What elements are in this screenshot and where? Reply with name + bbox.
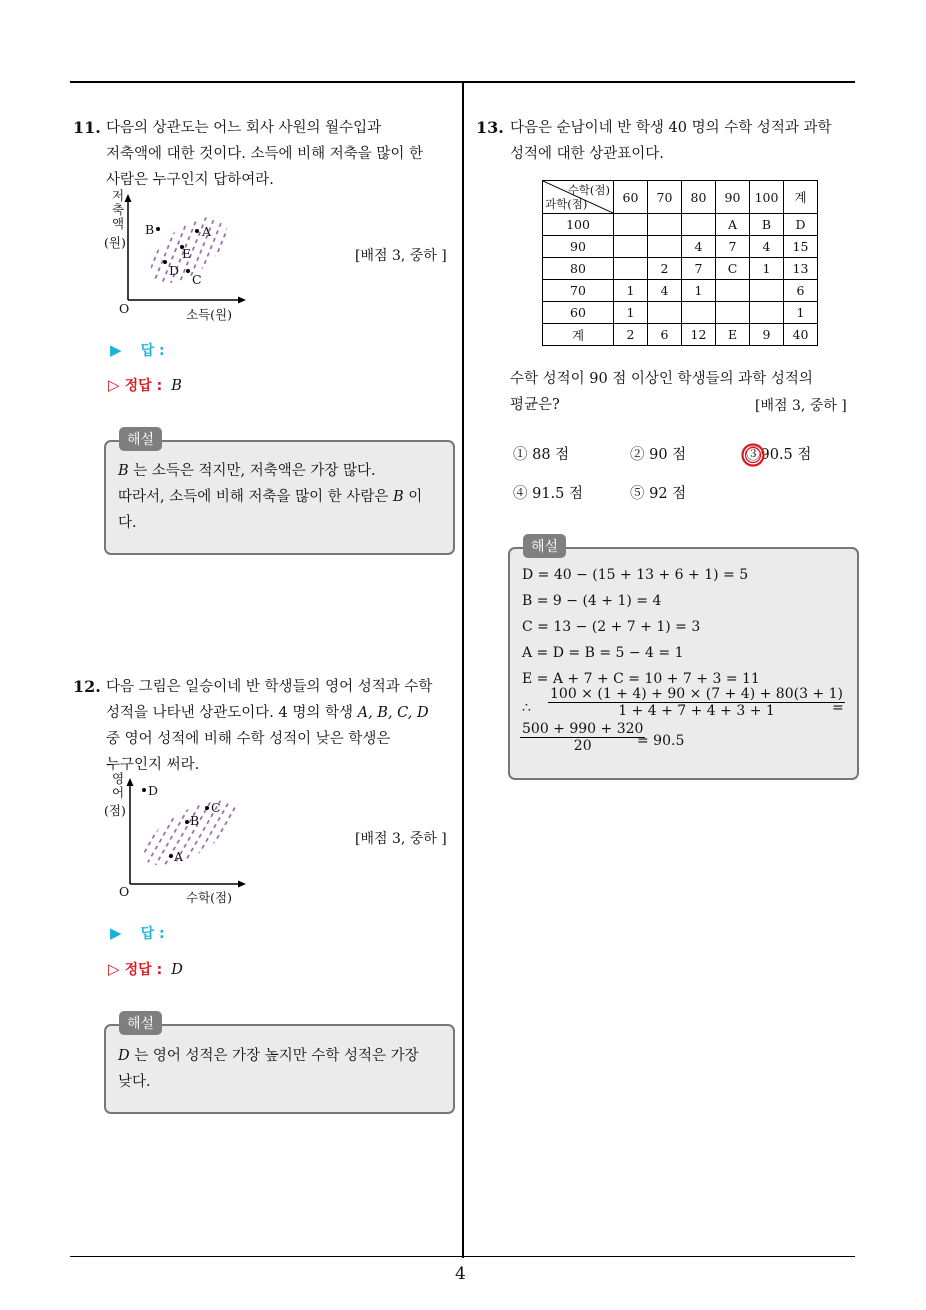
q12-explanation-box [104,1024,455,1114]
table-cell [750,302,784,324]
q12-text-line1: 다음 그림은 일승이네 반 학생들의 영어 성적과 수학 [106,679,433,695]
table-row [543,258,818,280]
hollow-triangle-icon: ▷ [108,376,120,394]
q12-label-b: B [190,813,200,828]
q11-point-a [195,229,199,233]
q11-label-d: D [169,263,180,278]
q11-label-c: C [192,272,202,287]
table-row-label: 70 [543,280,614,302]
q13-exp-equals: = [832,700,844,716]
table-cell: 1 [682,280,716,302]
q11-label-a: A [202,224,212,239]
q12-text-line4: 누구인지 써라. [106,757,200,773]
q12-x-axis-label: 수학(점) [186,890,232,905]
q12-label-a: A [174,849,184,864]
q11-x-axis-label: 소득(원) [186,307,232,322]
table-col-header: 60 [614,181,648,214]
q11-explanation-line1: B 는 소득은 적지만, 저축액은 가장 많다. [118,463,376,479]
q12-correct-label: 정답 : [124,962,163,978]
table-col-header: 80 [682,181,716,214]
play-triangle-icon: ▶ [110,341,122,359]
q12-explanation-tag: 해설 [119,1011,162,1035]
fraction2-numerator: 500 + 990 + 320 [522,721,644,737]
q13-exp-result: = 90.5 [637,733,685,749]
q11-score: [배점 3, 중하 ] [355,248,447,264]
table-cell: B [750,214,784,236]
page-number: 4 [455,1264,466,1284]
table-cell: 6 [648,324,682,346]
table-cell: 13 [784,258,818,280]
q13-exp-fraction2 [520,721,645,754]
q12-point-d [142,788,146,792]
fraction1-numerator: 100 × (1 + 4) + 90 × (7 + 4) + 80(3 + 1) [550,686,843,702]
table-cell: C [716,258,750,280]
q13-exp-line3: C = 13 − (2 + 7 + 1) = 3 [522,619,701,635]
table-cell [648,302,682,324]
table-cell: 1 [784,302,818,324]
q13-score: [배점 3, 중하 ] [755,398,847,414]
table-cell [614,258,648,280]
table-row [543,302,818,324]
q12-answer-row [110,923,165,943]
q11-correct-label: 정답 : [124,378,163,394]
q11-text-line2: 저축액에 대한 것이다. 소득에 비해 저축을 많이 한 [106,146,424,162]
table-corner-cell [543,181,614,214]
q12-correct-value: D [171,962,183,978]
table-cell: A [716,214,750,236]
q13-question-line2: 평균은? [510,397,560,413]
table-cell: 15 [784,236,818,258]
q11-label-b: B [145,222,155,237]
q13-text-line1: 다음은 순남이네 반 학생 40 명의 수학 성적과 과학 [510,120,832,136]
choice-3[interactable]: ③90.5 점 [746,447,812,463]
choice-1[interactable]: ① 88 점 [513,447,570,463]
q11-explanation-line3: 다. [118,515,137,531]
choice-4[interactable]: ④ 91.5 점 [513,486,584,502]
q12-score: [배점 3, 중하 ] [355,831,447,847]
fraction2-denominator: 20 [573,738,592,754]
q12-answer-label: 답 : [140,926,165,942]
table-row [543,236,818,258]
bottom-rule [70,1256,855,1257]
table-cell [614,236,648,258]
q13-question-line1: 수학 성적이 90 점 이상인 학생들의 과학 성적의 [510,371,813,387]
q12-explanation-line2: 낮다. [118,1074,151,1090]
table-cell: 7 [716,236,750,258]
q11-text-line3: 사람은 누구인지 답하여라. [106,172,274,188]
q12-text-line2: 성적을 나타낸 상관도이다. 4 명의 학생 A, B, C, D [106,705,429,721]
table-cell: 6 [784,280,818,302]
table-col-header: 70 [648,181,682,214]
table-row [543,214,818,236]
table-cell: 40 [784,324,818,346]
q13-explanation-tag: 해설 [523,534,566,558]
q11-explanation-tag: 해설 [119,427,162,451]
table-col-header: 계 [784,181,818,214]
table-cell [614,214,648,236]
q11-y-axis-unit: (원) [104,235,126,250]
q13-exp-therefore: ∴ [522,700,531,716]
q13-number: 13. [476,118,504,137]
table-row [543,280,818,302]
q13-correlation-table [542,180,818,346]
choice-5[interactable]: ⑤ 92 점 [630,486,687,502]
q13-text-line2: 성적에 대한 상관표이다. [510,146,664,162]
table-cell: 2 [648,258,682,280]
fraction1-denominator: 1 + 4 + 7 + 4 + 3 + 1 [618,703,775,719]
table-cell: 1 [614,280,648,302]
table-corner-bottom: 과학(점) [545,197,588,211]
table-col-header: 100 [750,181,784,214]
q12-cluster [134,788,246,878]
table-row-label: 100 [543,214,614,236]
table-cell [750,280,784,302]
q13-exp-fraction1 [548,686,845,719]
q13-exp-line1: D = 40 − (15 + 13 + 6 + 1) = 5 [522,567,749,583]
play-triangle-icon: ▶ [110,924,122,942]
table-cell: 9 [750,324,784,346]
table-cell: 2 [614,324,648,346]
q13-exp-line4: A = D = B = 5 − 4 = 1 [522,645,684,661]
table-col-header: 90 [716,181,750,214]
q12-text-line3: 중 영어 성적에 비해 수학 성적이 낮은 학생은 [106,731,391,747]
table-row [543,324,818,346]
q11-answer-label: 답 : [140,343,165,359]
q12-number: 12. [73,677,101,696]
q12-point-c [205,806,209,810]
column-divider [462,82,464,1258]
table-cell: E [716,324,750,346]
table-row-label: 90 [543,236,614,258]
q11-origin: O [119,301,130,316]
table-cell: 1 [614,302,648,324]
q12-label-c: C [211,800,221,815]
q11-correct-row [108,375,182,395]
q11-answer-row [110,340,165,360]
table-cell: 7 [682,258,716,280]
q12-label-d: D [148,783,159,798]
table-cell [648,236,682,258]
table-cell [682,214,716,236]
q12-y-axis-unit: (점) [104,803,126,818]
q11-point-d [163,260,167,264]
table-row-label: 60 [543,302,614,324]
table-cell: 4 [648,280,682,302]
selected-answer-circle [739,441,767,469]
hollow-triangle-icon: ▷ [108,960,120,978]
q11-point-c [186,269,190,273]
q12-correct-row [108,959,183,979]
q12-point-b [185,820,189,824]
q12-y-axis-label: 영 어 [111,771,125,800]
table-cell [682,302,716,324]
table-cell: 1 [750,258,784,280]
table-cell: D [784,214,818,236]
table-row-label: 80 [543,258,614,280]
q11-text-line1: 다음의 상관도는 어느 회사 사원의 월수입과 [106,120,382,136]
q13-exp-line5: E = A + 7 + C = 10 + 7 + 3 = 11 [522,671,760,687]
q12-explanation-line1: D 는 영어 성적은 가장 높지만 수학 성적은 가장 [118,1048,419,1064]
table-cell: 4 [750,236,784,258]
table-cell [716,302,750,324]
q11-label-e: E [182,246,192,261]
table-corner-top: 수학(점) [567,183,610,197]
q11-point-b [156,227,160,231]
q11-correct-value: B [171,378,182,394]
q11-number: 11. [73,118,101,137]
table-cell: 4 [682,236,716,258]
q11-y-axis-label: 저 축 액 [111,188,125,231]
q11-explanation-line2: 따라서, 소득에 비해 저축을 많이 한 사람은 B 이 [118,489,423,505]
choice-2[interactable]: ② 90 점 [630,447,687,463]
q13-exp-line2: B = 9 − (4 + 1) = 4 [522,593,662,609]
q12-origin: O [119,884,130,899]
table-cell [716,280,750,302]
q12-point-a [169,854,173,858]
table-cell [648,214,682,236]
table-cell: 12 [682,324,716,346]
table-row-label: 계 [543,324,614,346]
